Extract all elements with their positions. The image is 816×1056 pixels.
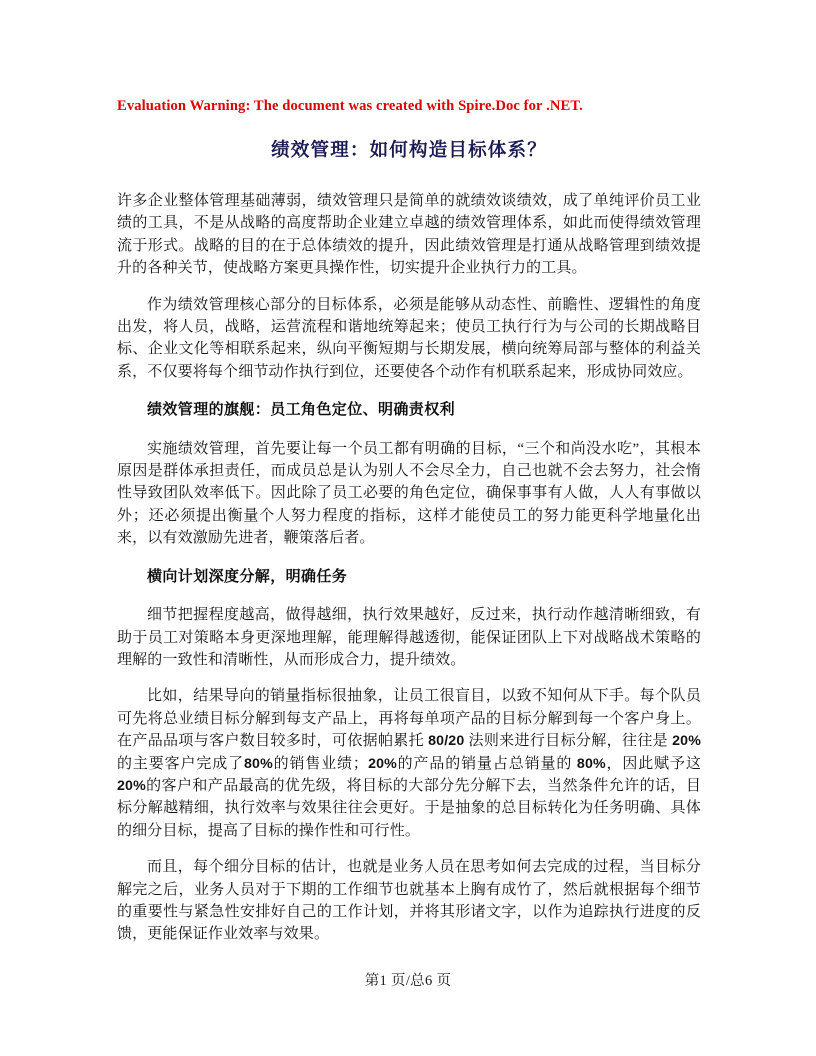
para5-text-4: 的销售业绩； [272, 755, 369, 772]
footer-total-pages: 6 [424, 973, 433, 989]
para5-text-1: 比如，结果导向的销量指标很抽象，让员工很盲目，以致不知何从下手。每个队员可先将总业绩目标分解到每支产品上，再将每单项产品的目标分解到每一个客户身上。在产品品项与客户数目较多时，可依据帕累托 [117, 688, 701, 750]
percent-80-volume: 80% [576, 755, 606, 772]
para5-text-6: ，因此赋予这 [605, 755, 702, 772]
para5-text-2: 法则来进行目标分解，往往是 [464, 733, 673, 750]
para5-text-7: 的客户和产品最高的优先级，将目标的大部分先分解下去，当然条件允许的话，目标分解越精细，执行效率与效果往往会更好。于是抽象的总目标转化为任务明确、具体的细分目标，提高了目标的操作性和可行性。 [117, 777, 701, 839]
footer-suffix: 页 [432, 973, 452, 989]
percent-20-customers: 20% [672, 733, 701, 750]
para5-text-5: 的产品的销量占总销量的 [396, 755, 577, 772]
percent-80-sales: 80% [243, 755, 273, 772]
para5-text-3: 的主要客户完成了 [117, 755, 244, 772]
pareto-ratio-8020: 80/20 [428, 733, 465, 750]
percent-20-products: 20% [368, 755, 397, 772]
paragraph-1: 许多企业整体管理基础薄弱，绩效管理只是简单的就绩效谈绩效，成了单纯评价员工业绩的工具，不是从战略的高度帮助企业建立卓越的绩效管理体系，如此而使得绩效管理流于形式。战略的目的在于总体绩效的提升，因此绩效管理是打通从战略管理到绩效提升的各种关节，使战略方案更具操作性，切实提升企业执行力的工具。 [117, 193, 701, 277]
footer-prefix: 第 [364, 973, 380, 989]
footer-current-page: 1 [379, 973, 388, 989]
footer-middle: 页/总 [387, 973, 425, 989]
paragraph-2: 作为绩效管理核心部分的目标体系，必须是能够从动态性、前瞻性、逻辑性的角度出发，将人员，战略，运营流程和谐地统筹起来；使员工执行行为与公司的长期战略目标、企业文化等相联系起来，纵向平衡短期与长期发展，横向统筹局部与整体的利益关系，不仅要将每个细节动作执行到位，还要使各个动作有机联系起来，形成协同效应。 [117, 296, 701, 380]
section-heading-horizontal-plan: 横向计划深度分解，明确任务 [147, 568, 348, 585]
evaluation-warning-banner: Evaluation Warning: The document was created with Spire.Doc for .NET. [117, 98, 583, 114]
page-footer [0, 971, 816, 991]
document-body [117, 96, 701, 960]
percent-20-priority: 20% [117, 777, 146, 794]
paragraph-4: 细节把握程度越高，做得越细，执行效果越好，反过来，执行动作越清晰细致，有助于员工对策略本身更深地理解，能理解得越透彻，能保证团队上下对战略战术策略的理解的一致性和清晰性，从而形成合力，提升绩效。 [117, 607, 701, 668]
page-title: 绩效管理：如何构造目标体系？ [271, 141, 547, 161]
section-heading-employee-role: 绩效管理的旗舰：员工角色定位、明确责权利 [147, 402, 456, 419]
paragraph-6: 而且，每个细分目标的估计，也就是业务人员在思考如何去完成的过程，当目标分解完之后，业务人员对于下期的工作细节也就基本上胸有成竹了，然后就根据每个细节的重要性与紧急性安排好自己的工作计划，并将其形诸文字，以作为追踪执行进度的反馈，更能保证作业效率与效果。 [117, 859, 701, 943]
paragraph-5 [117, 685, 701, 842]
paragraph-3: 实施绩效管理，首先要让每一个员工都有明确的目标，“三个和尚没水吃”，其根本原因是群体承担责任，而成员总是认为别人不会尽全力，自己也就不会去努力，社会惰性导致团队效率低下。因此除了员工必要的角色定位，确保事事有人做，人人有事做以外；还必须提出衡量个人努力程度的指标，这样才能使员工的努力能更科学地量化出来，以有效激励先进者，鞭策落后者。 [117, 440, 701, 547]
